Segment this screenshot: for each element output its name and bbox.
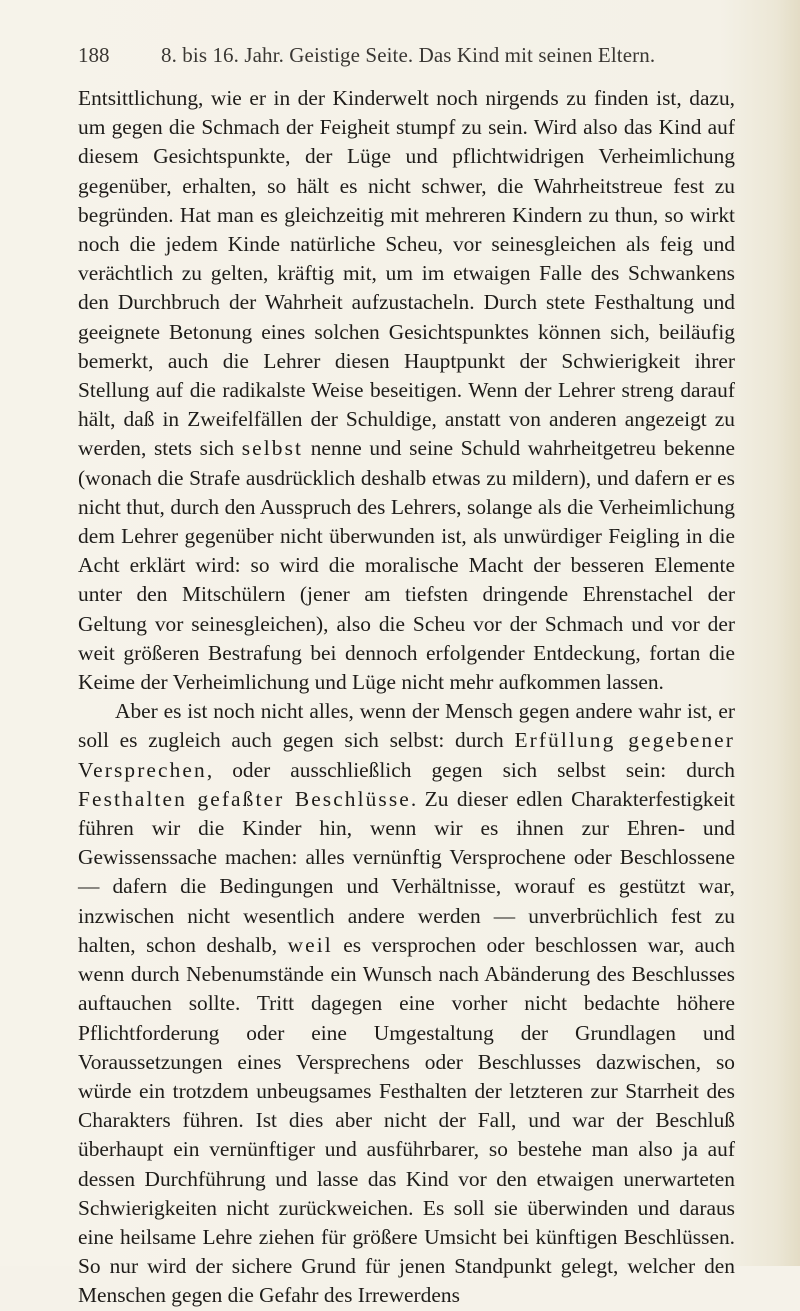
text-run: es versprochen oder beschlossen war, auch wenn durch Nebenumstände ein Wunsch nach Abänderung des Beschlusses auftauchen sollte. Tritt dagegen eine vorher nicht bedachte höhere Pflichtforderung oder eine Umgestaltung der Grundlagen und Voraussetzungen eines Versprechens oder Beschlusses dazwischen, so würde ein trotzdem unbeugsames Festhalten der letzteren zur Starrheit des Charakters führen. Ist dies aber nicht der Fall, und war der Beschluß überhaupt ein vernünftiger und ausführbarer, so bestehe man also ja auf dessen Durchführung und lasse das Kind vor den etwaigen unerwarteten Schwierigkeiten nicht zurückweichen. Es soll sie überwinden und daraus eine heilsame Lehre ziehen für größere Umsicht bei künftigen Beschlüssen. So nur wird der sichere Grund für jenen Standpunkt gelegt, welcher den Menschen gegen die Gefahr des Irrewerdens (78, 932, 736, 1308)
emphasized-text: selbst (241, 436, 304, 461)
text-run: Aber es ist noch nicht alles, wenn der Mensch gegen andere wahr ist, er soll es zugleich auch gegen sich selbst: durch (78, 699, 735, 753)
paragraph (78, 697, 735, 1310)
page-number: 188 (78, 43, 110, 67)
emphasized-text: weil (287, 932, 333, 957)
emphasized-text: Festhalten gefaßter Beschlüsse (78, 786, 411, 811)
running-title: 8. bis 16. Jahr. Geistige Seite. Das Kind mit seinen Eltern. (161, 43, 656, 67)
paragraph (78, 84, 735, 697)
text-run: . Zu dieser edlen Charakterfestigkeit führen wir die Kinder hin, wenn wir es ihnen zur Ehren- und Gewissenssache machen: alles vernünftig Versprochene oder Beschlossene — dafern die Bedingungen und Verhältnisse, worauf es gestützt war, inzwischen nicht wesentlich andere werden — unverbrüchlich fest zu halten, schon deshalb, (78, 786, 735, 957)
page-header (78, 43, 738, 79)
page-body-text (78, 84, 735, 1311)
text-run: Entsittlichung, wie er in der Kinderwelt noch nirgends zu finden ist, dazu, um gegen die Schmach der Feigheit stumpf zu sein. Wird also das Kind auf diesem Gesichtspunkte, der Lüge und pflichtwidrigen Verheimlichung gegenüber, erhalten, so hält es nicht schwer, die Wahrheitstreue fest zu begründen. Hat man es gleichzeitig mit mehreren Kindern zu thun, so wirkt noch die jedem Kinde natürliche Scheu, vor seinesgleichen als feig und verächtlich zu gelten, kräftig mit, um im etwaigen Falle des Schwankens den Durchbruch der Wahrheit aufzustacheln. Durch stete Festhaltung und geeignete Betonung eines solchen Gesichtspunktes können sich, beiläufig bemerkt, auch die Lehrer diesen Hauptpunkt der Schwierigkeit ihrer Stellung auf die radikalste Weise beseitigen. Wenn der Lehrer streng darauf hält, daß in Zweifelfällen der Schuldige, anstatt von anderen angezeigt zu werden, stets sich (78, 86, 735, 461)
text-run: , oder ausschließlich gegen sich selbst sein: durch (206, 757, 735, 782)
text-run: nenne und seine Schuld wahrheitgetreu bekenne (wonach die Strafe ausdrücklich deshalb etwas zu mildern), und dafern er es nicht thut, durch den Ausspruch des Lehrers, solange als die Verheimlichung dem Lehrer gegenüber nicht überwunden ist, als unwürdiger Feigling in die Acht erklärt wird: so wird die moralische Macht der besseren Elemente unter den Mitschülern (jener am tiefsten dringende Ehrenstachel der Geltung vor seinesgleichen), also die Scheu vor der Schmach und vor der weit größeren Bestrafung bei dennoch erfolgender Entdeckung, fortan die Keime der Verheimlichung und Lüge nicht mehr aufkommen lassen. (78, 436, 735, 695)
emphasized-text: Erfüllung gegebener Versprechen (78, 728, 735, 782)
